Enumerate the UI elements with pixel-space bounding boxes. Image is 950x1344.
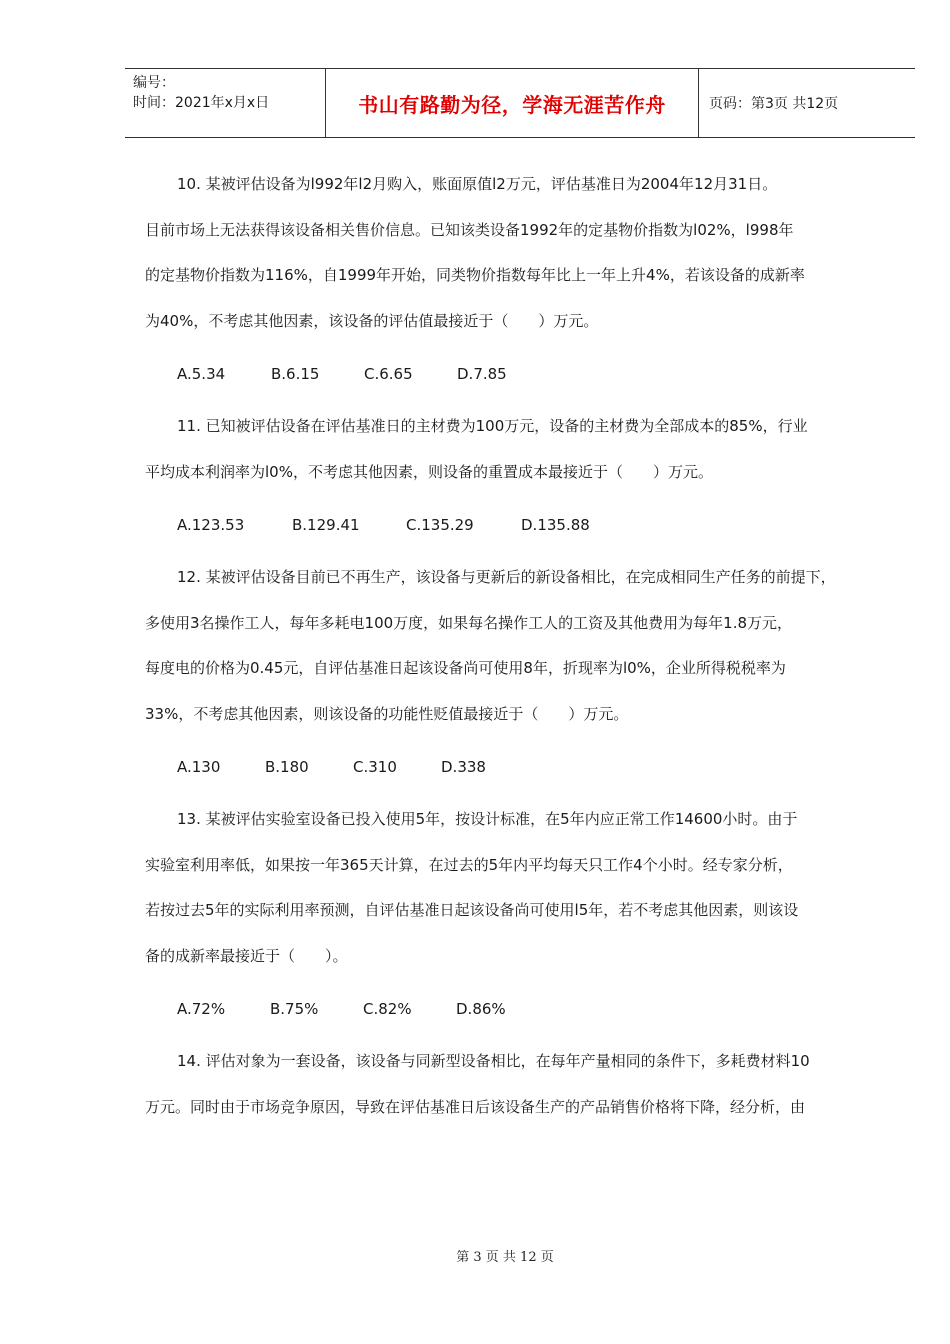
question-line: 若按过去5年的实际利用率预测，自评估基准日起该设备尚可使用l5年，若不考虑其他因素，则该设 [145,901,799,919]
question-11 [145,404,915,540]
answer-options [177,994,915,1024]
answer-options [177,510,915,540]
page-header [125,68,915,138]
question-text [145,797,915,979]
question-line: 的定基物价指数为116%，自1999年开始，同类物价指数每年比上一年上升4%，若该设备的成新率 [145,266,805,284]
page-footer: 第 3 页 共 12 页 [456,1250,554,1265]
answer-options [177,752,915,782]
option-a: A.123.53 [177,516,245,534]
question-line: 目前市场上无法获得该设备相关售价信息。已知该类设备1992年的定基物价指数为l02%，l998年 [145,220,794,239]
question-line: 平均成本利润率为l0%，不考虑其他因素，则设备的重置成本最接近于（ ）万元。 [145,462,713,481]
header-motto: 书山有路勤为径，学海无涯苦作舟 [358,92,666,117]
question-line: 备的成新率最接近于（ ）。 [145,946,348,965]
option-c: C.135.29 [406,516,474,534]
question-line: 每度电的价格为0.45元，自评估基准日起该设备尚可使用8年，折现率为l0%，企业所得税税率为 [145,659,786,677]
question-13 [145,797,915,1024]
question-text [145,404,915,495]
question-14 [145,1039,915,1130]
question-text [145,555,915,737]
question-line: 为40%，不考虑其他因素，该设备的评估值最接近于（ ）万元。 [145,311,599,330]
option-b: B.6.15 [271,365,320,383]
option-d: D.135.88 [521,516,590,534]
question-line: 14. 评估对象为一套设备，该设备与同新型设备相比，在每年产量相同的条件下，多耗费材料10 [177,1052,810,1070]
question-line: 万元。同时由于市场竞争原因，导致在评估基准日后该设备生产的产品销售价格将下降，经分析，由 [145,1097,806,1116]
option-a: A.130 [177,758,221,776]
option-b: B.180 [265,758,309,776]
question-12 [145,555,915,782]
question-line: 10. 某被评估设备为l992年l2月购入，账面原值l2万元，评估基准日为2004年12月31日。 [177,175,778,193]
question-line: 多使用3名操作工人，每年多耗电100万度，如果每名操作工人的工资及其他费用为每年1.8万元， [145,613,793,632]
option-d: D.338 [441,758,486,776]
doc-time-label: 时间：2021年x月x日 [133,95,270,111]
question-text [145,162,915,344]
option-c: C.82% [363,1000,412,1018]
answer-options [177,359,915,389]
header-meta [125,69,326,137]
option-a: A.5.34 [177,365,226,383]
question-line: 13. 某被评估实验室设备已投入使用5年，按设计标准，在5年内应正常工作14600小时。由于 [177,810,798,828]
option-d: D.86% [456,1000,506,1018]
question-text [145,1039,915,1130]
question-line: 12. 某被评估设备目前已不再生产，该设备与更新后的新设备相比，在完成相同生产任务的前提下， [177,568,836,586]
header-page-info: 页码：第3页 共12页 [709,96,839,112]
question-10 [145,162,915,389]
option-c: C.310 [353,758,397,776]
option-d: D.7.85 [457,365,507,383]
question-line: 11. 已知被评估设备在评估基准日的主材费为100万元，设备的主材费为全部成本的85%，行业 [177,417,808,435]
question-line: 实验室利用率低，如果按一年365天计算，在过去的5年内平均每天只工作4个小时。经专家分析， [145,855,793,874]
option-b: B.75% [270,1000,319,1018]
header-motto-cell [326,69,699,137]
option-a: A.72% [177,1000,226,1018]
doc-code-label: 编号： [133,75,175,91]
question-list [145,162,915,1130]
option-c: C.6.65 [364,365,413,383]
option-b: B.129.41 [292,516,360,534]
question-line: 33%，不考虑其他因素，则该设备的功能性贬值最接近于（ ）万元。 [145,704,629,723]
